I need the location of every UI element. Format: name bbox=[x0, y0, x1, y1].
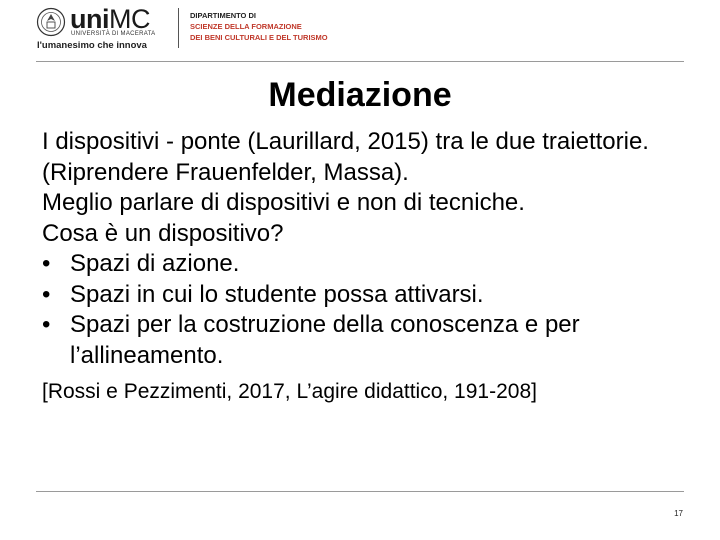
department-name bbox=[190, 10, 328, 43]
bullet-marker: • bbox=[42, 311, 51, 338]
body-paragraph: Meglio parlare di dispositivi e non di tecniche. bbox=[42, 189, 525, 216]
university-seal-icon bbox=[36, 7, 66, 37]
body-paragraph: Cosa è un dispositivo? bbox=[42, 219, 284, 247]
bullet-marker: • bbox=[42, 250, 51, 277]
slide-header bbox=[0, 0, 720, 60]
page-number: 17 bbox=[674, 509, 683, 518]
bullet-item bbox=[42, 310, 682, 371]
bullet-item bbox=[42, 280, 682, 311]
header-separator bbox=[178, 8, 179, 48]
reference-citation: [Rossi e Pezzimenti, 2017, L’agire didattico, 191-208] bbox=[42, 380, 537, 403]
bullet-marker: • bbox=[42, 280, 51, 308]
bullet-item bbox=[42, 249, 682, 280]
logo-uni-text: uni bbox=[70, 4, 109, 34]
bullet-text: Spazi in cui lo studente possa attivarsi. bbox=[70, 280, 484, 308]
bullet-text: Spazi per la costruzione della conoscenza e per l’allineamento. bbox=[70, 311, 580, 369]
slide-body bbox=[42, 127, 682, 406]
body-paragraph: I dispositivi - ponte (Laurillard, 2015) tra le due traiettorie. (Riprendere Frauenfelder, Massa). bbox=[42, 128, 649, 186]
department-line-1: DIPARTIMENTO DI bbox=[190, 11, 256, 20]
department-line-2: SCIENZE DELLA FORMAZIONE bbox=[190, 22, 302, 31]
bullet-text: Spazi di azione. bbox=[70, 250, 240, 277]
header-divider bbox=[36, 61, 684, 62]
department-line-3: DEI BENI CULTURALI E DEL TURISMO bbox=[190, 33, 328, 42]
slide-title bbox=[0, 74, 720, 116]
footer-divider bbox=[36, 491, 684, 492]
logo-tagline: l'umanesimo che innova bbox=[37, 40, 147, 51]
logo-subtitle: UNIVERSITÀ DI MACERATA bbox=[71, 31, 156, 37]
slide-title-text: Mediazione bbox=[268, 76, 452, 114]
logo-mc-text: MC bbox=[109, 4, 150, 34]
